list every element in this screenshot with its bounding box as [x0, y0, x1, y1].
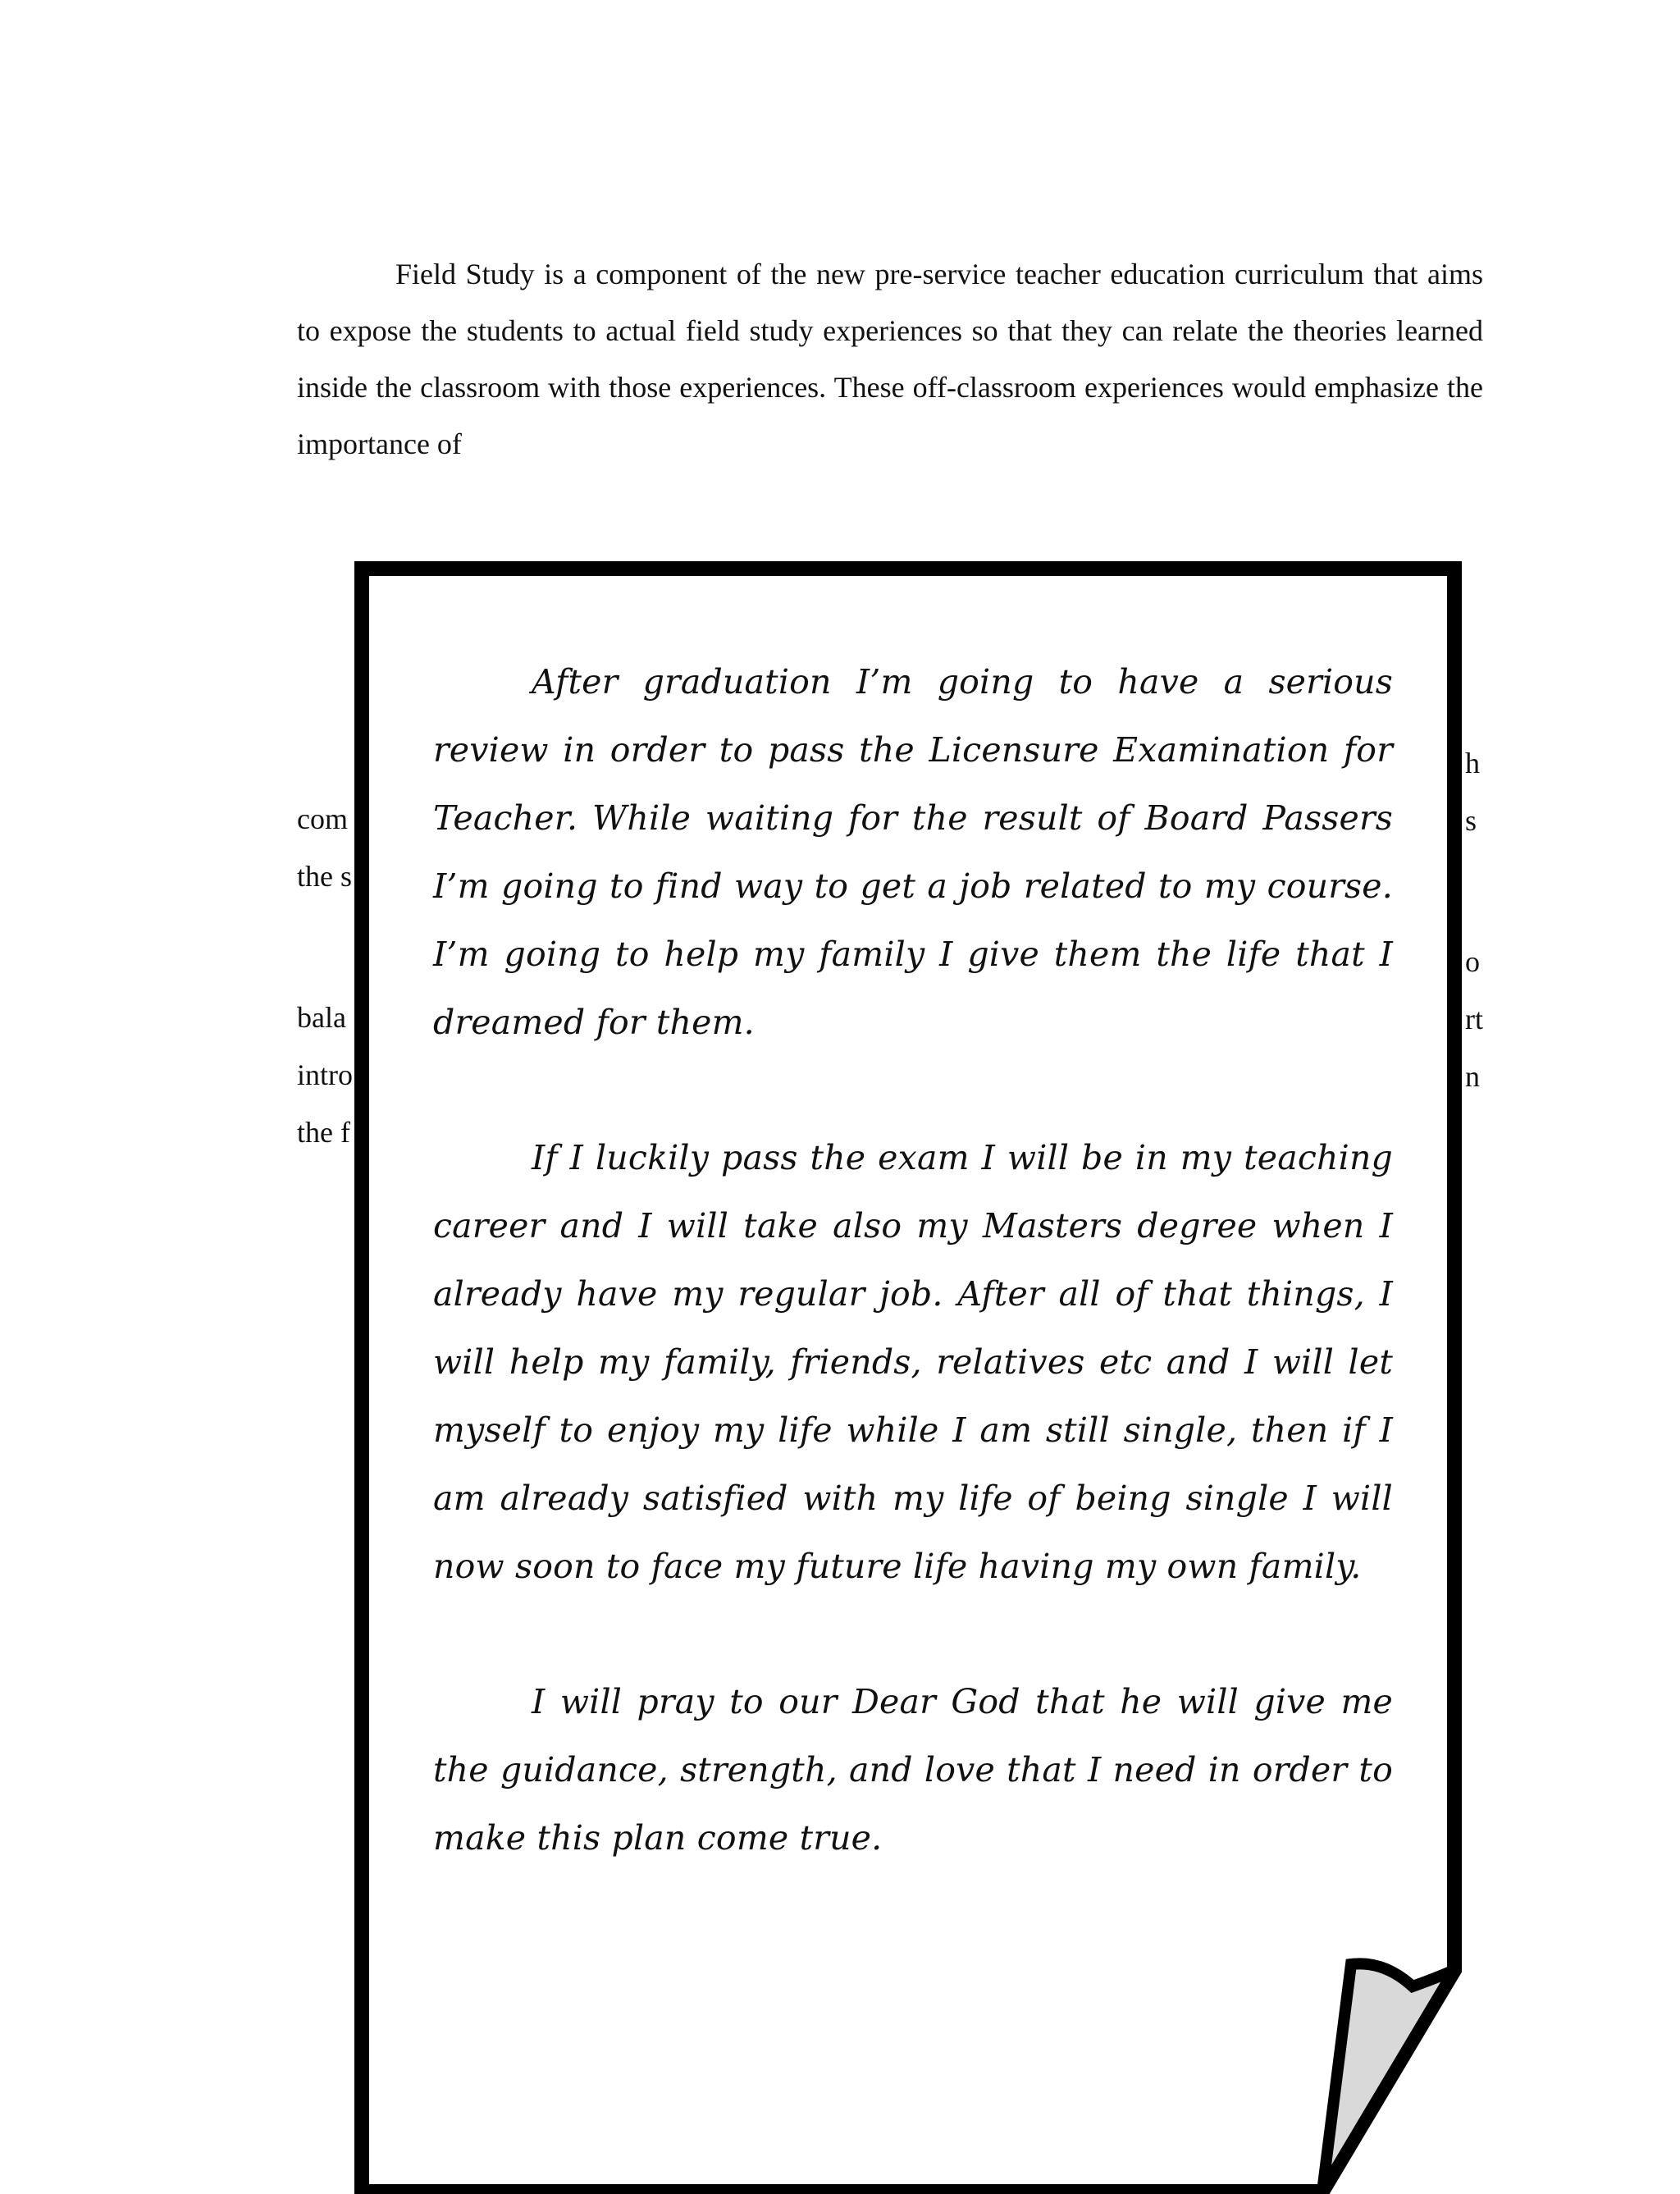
card-paragraph-1: After graduation I’m going to have a serious review in order to pass the Licensure Examination for Teacher. While waiting for the result of Board Passers I’m going to find way to get a job related to my course. I’m going to help my family I give them the life that I dreamed for them. [433, 662, 1393, 1042]
hidden-fragment-left-2: the s [297, 860, 352, 893]
hidden-fragment-right-4: rt [1465, 1003, 1483, 1035]
intro-paragraph: Field Study is a component of the new pre-service teacher education curriculum that aims to expose the students to actual field study experiences so that they can relate the theories learned inside the classroom with those experiences. These off-classroom experiences would emphasize the importance of [297, 258, 1483, 460]
hidden-fragment-right-3: o [1465, 945, 1480, 978]
card-paragraph-3: I will pray to our Dear God that he will give me the guidance, strength, and love that I need in order to make this plan come true. [433, 1682, 1393, 1858]
hidden-fragment-right-5: n [1465, 1060, 1480, 1093]
hidden-fragment-right-1: h [1465, 747, 1480, 779]
hidden-fragment-left-3: bala [297, 1001, 346, 1034]
hidden-fragment-left-1: com [297, 802, 348, 835]
hidden-fragment-left-4: intro [297, 1058, 353, 1091]
overlay-note-card [354, 561, 1462, 2194]
hidden-fragment-right-2: s [1465, 804, 1477, 837]
hidden-fragment-left-5: the f [297, 1116, 350, 1149]
page-curl-icon [1322, 1963, 1454, 2192]
card-paragraph-2: If I luckily pass the exam I will be in my teaching career and I will take also my Masters degree when I already have my regular job. After all of that things, I will help my family, friends, relatives etc and I will let myself to enjoy my life while I am still single, then if I am already satisfied with my life of being single I will now soon to face my future life having my own family. [433, 1138, 1393, 1586]
card-text [433, 648, 1393, 1940]
